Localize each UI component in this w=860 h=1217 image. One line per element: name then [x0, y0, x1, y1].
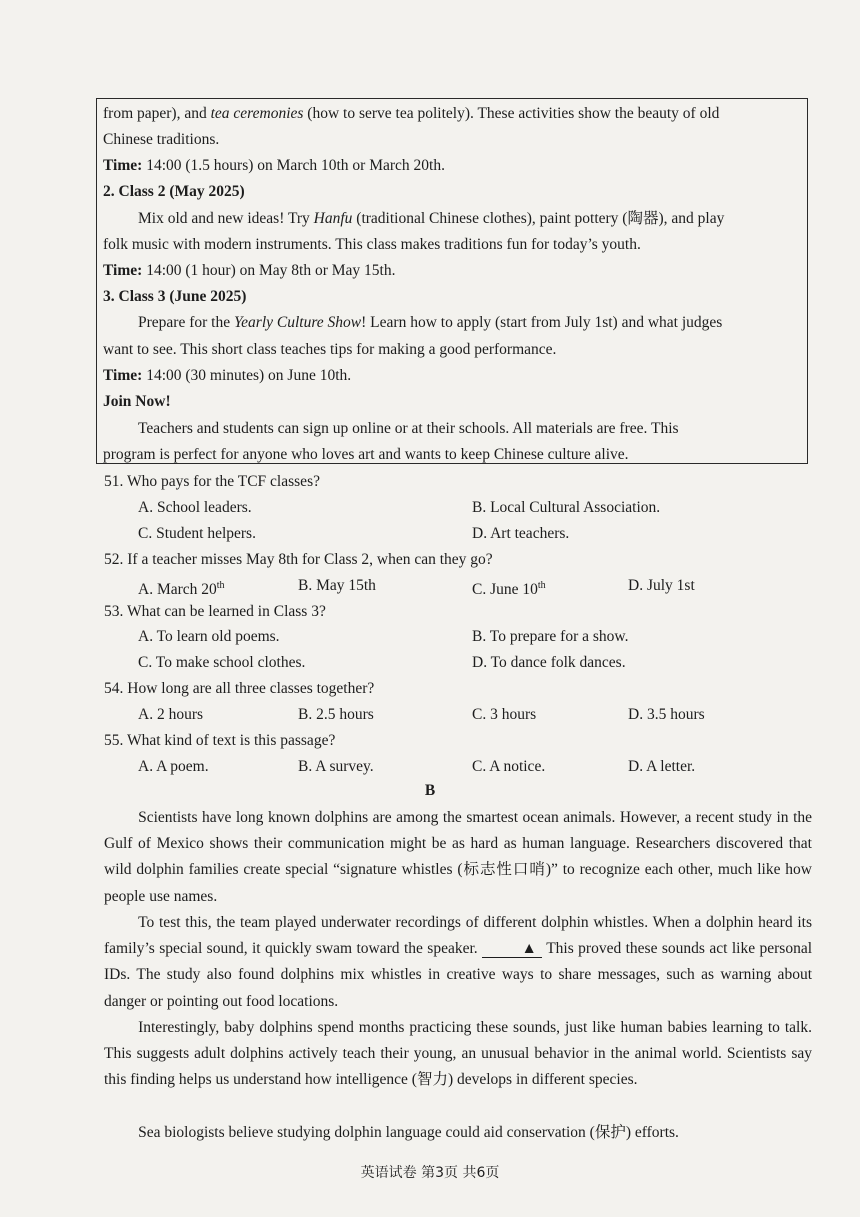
- q53-option-c[interactable]: C. To make school clothes.: [138, 654, 306, 671]
- class2-heading: 2. Class 2 (May 2025): [103, 183, 245, 200]
- join-heading: Join Now!: [103, 393, 171, 410]
- question-54: 54. How long are all three classes together?: [104, 680, 375, 697]
- class2-line-1: Mix old and new ideas! Try Hanfu (traditional Chinese clothes), paint pottery (陶器), and play: [138, 210, 725, 227]
- q55-option-b[interactable]: B. A survey.: [298, 758, 374, 775]
- q55-option-d[interactable]: D. A letter.: [628, 758, 696, 775]
- page-footer: 英语试卷 第3页 共6页: [360, 1165, 500, 1181]
- q54-option-c[interactable]: C. 3 hours: [472, 706, 537, 723]
- section-b-paragraph-1: Scientists have long known dolphins are among the smartest ocean animals. However, a recent study in the Gulf of Mexico shows their communication might be as hard as human language. Researchers discovered that wild dolphin families create special “signature whistles (标志性口哨)” to recognize each other, much like how people use names.: [104, 809, 812, 905]
- q52-option-a[interactable]: A. March 20th: [138, 580, 225, 599]
- answer-blank[interactable]: ▲: [482, 941, 542, 958]
- join-line-2: program is perfect for anyone who loves art and wants to keep Chinese culture alive.: [103, 446, 629, 463]
- q53-option-a[interactable]: A. To learn old poems.: [138, 628, 280, 645]
- q52-option-c[interactable]: C. June 10th: [472, 580, 546, 599]
- q51-option-d[interactable]: D. Art teachers.: [472, 525, 570, 542]
- question-53: 53. What can be learned in Class 3?: [104, 603, 326, 620]
- join-line-1: Teachers and students can sign up online or at their schools. All materials are free. This: [138, 420, 679, 437]
- class3-line-1: Prepare for the Yearly Culture Show! Learn how to apply (start from July 1st) and what judges: [138, 314, 723, 331]
- class2-line-2: folk music with modern instruments. This class makes traditions fun for today’s youth.: [103, 236, 641, 253]
- q51-option-a[interactable]: A. School leaders.: [138, 499, 252, 516]
- class3-heading: 3. Class 3 (June 2025): [103, 288, 247, 305]
- q51-option-b[interactable]: B. Local Cultural Association.: [472, 499, 661, 516]
- question-52: 52. If a teacher misses May 8th for Class 2, when can they go?: [104, 551, 493, 568]
- q55-option-a[interactable]: A. A poem.: [138, 758, 209, 775]
- section-b-paragraph-3: Interestingly, baby dolphins spend months practicing these sounds, just like human babies learning to talk. This suggests adult dolphins actively teach their young, an unusual behavior in the animal world. Scientists say this finding helps us understand how intelligence (智力) develops in different species.: [104, 1019, 812, 1089]
- q52-option-d[interactable]: D. July 1st: [628, 577, 695, 594]
- section-b-heading: B: [424, 782, 436, 799]
- notice-line-2: Chinese traditions.: [103, 131, 220, 148]
- class3-time: Time: 14:00 (30 minutes) on June 10th.: [103, 367, 352, 384]
- q52-option-b[interactable]: B. May 15th: [298, 577, 376, 594]
- q54-option-a[interactable]: A. 2 hours: [138, 706, 204, 723]
- q54-option-b[interactable]: B. 2.5 hours: [298, 706, 374, 723]
- section-b-paragraph-2: To test this, the team played underwater recordings of different dolphin whistles. When a dolphin heard its family’s special sound, it quickly swam toward the speaker. ▲ This proved these sounds act like personal IDs. The study also found dolphins mix whistles in creative ways to share messages, such as warning about danger or pointing out food locations.: [104, 914, 813, 1010]
- q53-option-b[interactable]: B. To prepare for a show.: [472, 628, 629, 645]
- q53-option-d[interactable]: D. To dance folk dances.: [472, 654, 626, 671]
- notice-line-1: from paper), and tea ceremonies (how to serve tea politely). These activities show the beauty of old: [103, 105, 720, 122]
- class1-time: Time: 14:00 (1.5 hours) on March 10th or March 20th.: [103, 157, 445, 174]
- class3-line-2: want to see. This short class teaches tips for making a good performance.: [103, 341, 557, 358]
- class2-time: Time: 14:00 (1 hour) on May 8th or May 15th.: [103, 262, 396, 279]
- section-b-paragraph-4: Sea biologists believe studying dolphin language could aid conservation (保护) efforts.: [138, 1124, 679, 1141]
- question-51: 51. Who pays for the TCF classes?: [104, 473, 320, 490]
- q51-option-c[interactable]: C. Student helpers.: [138, 525, 256, 542]
- q55-option-c[interactable]: C. A notice.: [472, 758, 546, 775]
- question-55: 55. What kind of text is this passage?: [104, 732, 336, 749]
- q54-option-d[interactable]: D. 3.5 hours: [628, 706, 705, 723]
